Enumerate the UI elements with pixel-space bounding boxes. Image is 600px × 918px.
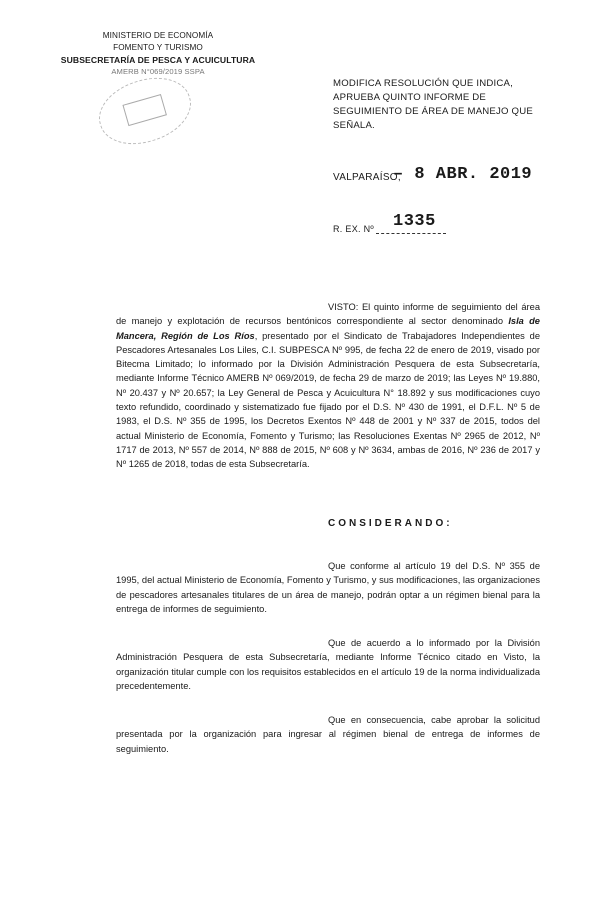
office-stamp <box>91 67 200 155</box>
header-line-amerb: AMERB N°069/2019 SSPA <box>111 67 205 76</box>
header-line-subsecretaria: SUBSECRETARÍA DE PESCA Y ACUICULTURA <box>60 55 256 65</box>
place-label: VALPARAÍSO, <box>333 172 401 183</box>
ministry-header <box>58 30 258 78</box>
header-line-ministry: MINISTERIO DE ECONOMÍA <box>102 31 214 40</box>
considerando-item-2 <box>116 636 540 693</box>
considerando-text-1: Que conforme al artículo 19 del D.S. Nº 355 de 1995, del actual Ministerio de Economía, Fomento y Turismo, y sus modificaciones, las organizaciones de pescadores artesanales titulares de un área de manejo, podrán optar a un régimen bienal para la entrega de informes de seguimiento. <box>116 561 540 614</box>
stamp-inner-box <box>122 94 167 126</box>
considerando-text-2: Que de acuerdo a lo informado por la División Administración Pesquera de esta Subsecretaría, mediante Informe Técnico citado en Visto, la organización titular cumple con los requisitos establecidos en el artículo 19 de la norma individualizada precedentemente. <box>116 638 540 691</box>
considerando-text-3: Que en consecuencia, cabe aprobar la solicitud presentada por la organización para ingresar al régimen bienal de entrega de informes de seguimiento. <box>116 715 540 754</box>
rex-underline <box>376 233 446 234</box>
visto-text-1: El quinto informe de seguimiento del área de manejo y explotación de recursos bentónicos correspondiente al sector denominado <box>116 302 540 327</box>
rex-number: 1335 <box>393 212 436 231</box>
visto-paragraph <box>116 300 540 472</box>
rex-label: R. EX. Nº <box>333 224 374 234</box>
visto-sector: Isla de Mancera, Región de Los Ríos <box>116 316 540 341</box>
header-line-fomento: FOMENTO Y TURISMO <box>113 43 203 52</box>
resolution-subject: MODIFICA RESOLUCIÓN QUE INDICA, APRUEBA QUINTO INFORME DE SEGUIMIENTO DE ÁREA DE MANEJO QUE SEÑALA. <box>333 78 533 131</box>
visto-text-2: , presentado por el Sindicato de Trabajadores Independientes de Pescadores Artesanales Los Liles, C.I. SUBPESCA Nº 995, de fecha 22 de enero de 2019, visado por Bitecma Limitado; lo informado por la División Administración Pesquera de esta Subsecretaría, mediante Informe Técnico AMERB Nº 069/2019, de fecha 29 de marzo de 2019; las Leyes Nº 19.880, Nº 20.437 y Nº 20.657; la Ley General de Pesca y Acuicultura N° 18.892 y sus modificaciones cuyo texto refundido, coordinado y sistematizado fue fijado por el D.S. Nº 430 de 1991, el D.F.L. Nº 5 de 1983, el D.S. Nº 355 de 1995, los Decretos Exentos Nº 448 de 2001 y Nº 337 de 2015, todos del actual Ministerio de Economía, Fomento y Turismo; las Resoluciones Exentas Nº 2965 de 2012, Nº 1717 de 2013, Nº 557 de 2014, Nº 888 de 2015, Nº 608 y Nº 3634, ambas de 2016, Nº 236 de 2017 y Nº 1265 de 2018, todas de esta Subsecretaría. <box>116 330 540 470</box>
date-stamp: – 8 ABR. 2019 <box>393 165 533 184</box>
considerando-title: CONSIDERANDO: <box>328 518 453 529</box>
considerando-item-3 <box>116 713 540 756</box>
visto-label: VISTO: <box>328 302 359 312</box>
considerando-item-1 <box>116 559 540 616</box>
